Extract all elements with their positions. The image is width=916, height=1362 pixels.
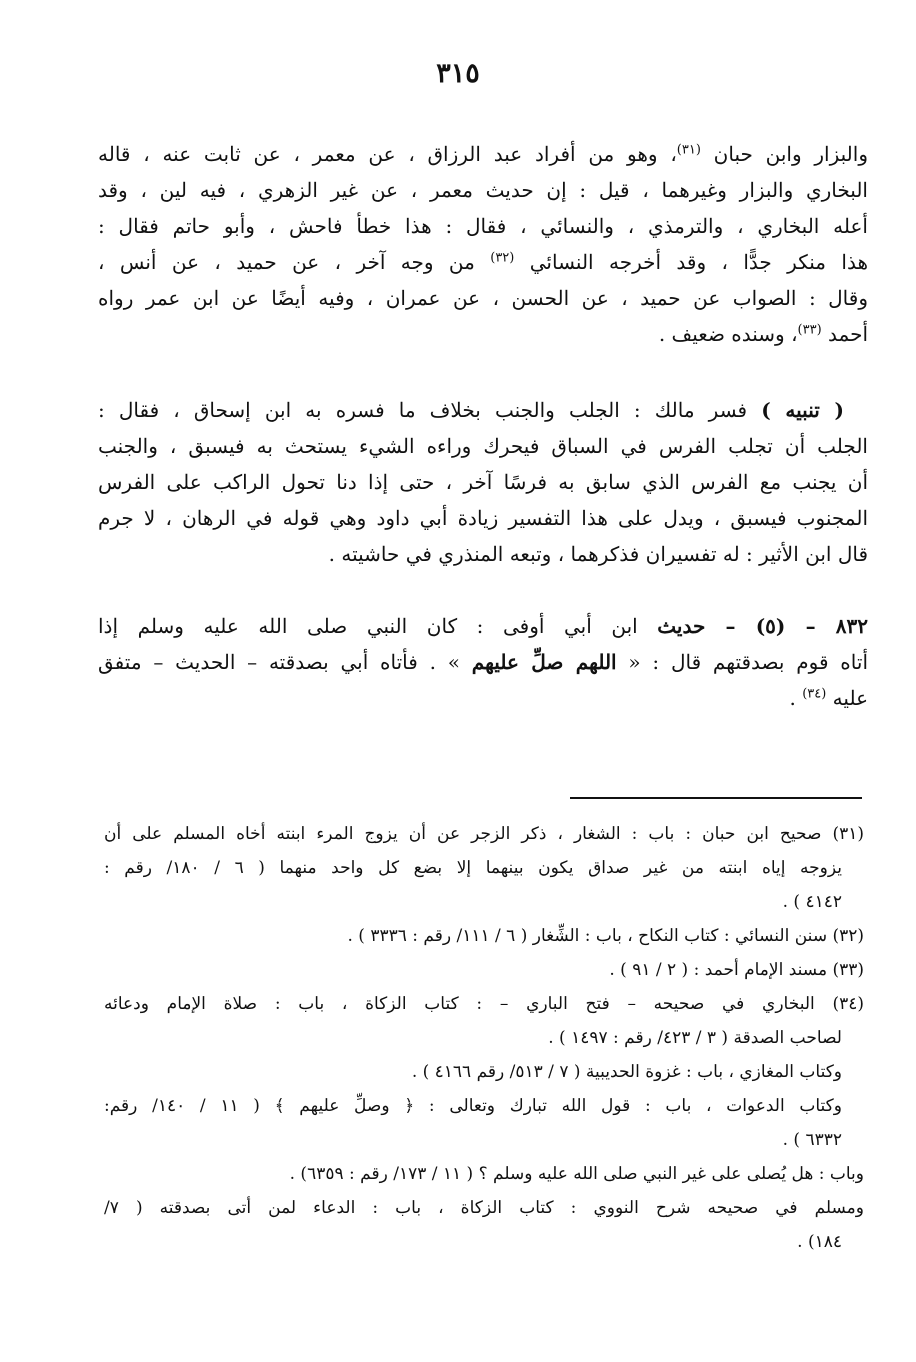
note-paragraph [98,392,868,572]
footnote-line: وباب : هل يُصلى على غير النبي صلى الله عليه وسلم ؟ ( ١١ / ١٧٣/ رقم : ٦٣٥٩) . [289,1164,864,1184]
text-line: أحمد $^{(٣٣)}$، وسنده ضعيف . [658,322,868,346]
page-number: ٣١٥ [436,58,480,89]
supplication-text: اللهم صلِّ عليهم [471,650,617,674]
footnote-ref[interactable]: (٣٢) [490,250,515,266]
footnote-line: وكتاب الدعوات ، باب : قول الله تبارك وتعالى : ﴿ وصلِّ عليهم ﴾ ( ١١ / ١٤٠/ رقم: [104,1096,842,1116]
text-line: ( تنبيه ) فسر مالك : الجلب والجنب بخلاف ما فسره به ابن إسحاق ، فقال : [98,398,844,422]
text-line: هذا منكر جدًّا ، وقد أخرجه النسائي $^{(٣٢)}$ من وجه آخر ، عن حميد ، عن أنس ، [98,250,868,274]
footnote-line: (٣٢) سنن النسائي : كتاب النكاح ، باب : الشِّغار ( ٦ / ١١١/ رقم : ٣٣٣٦ ) . [347,926,864,946]
text-line: ٨٣٢ – (٥) – حديث ابن أبي أوفى : كان النبي صلى الله عليه وسلم إذا [98,614,868,638]
footnote-ref[interactable]: (٣٣) [797,322,822,338]
footnote-line: (٣١) صحيح ابن حبان : باب : الشغار ، ذكر الزجر عن أن يزوج المرء ابنته أخاه المسلم على أن [104,824,864,844]
note-label: ( تنبيه ) [761,398,844,422]
hadith-entry [98,608,868,716]
text-line: الجلب أن تجلب الفرس في السباق فيحرك وراءه الشيء يستحث به فيسبق ، والجنب [98,434,868,458]
text-line: أن يجنب مع الفرس الذي سابق به فرسًا آخر ، حتى إذا دنا تحول الراكب على الفرس [98,470,868,494]
text-line: البخاري والبزار وغيرهما ، قيل : إن حديث معمر ، عن غير الزهري ، فيه لين ، وقد [98,178,868,202]
text-line: أعله البخاري ، والترمذي ، والنسائي ، فقال : هذا خطأ فاحش ، وأبو حاتم فقال : [98,214,868,238]
footnote-ref[interactable]: (٣٤) [802,686,827,702]
footnote-line: ومسلم في صحيحه شرح النووي : كتاب الزكاة ، باب : الدعاء لمن أتى بصدقته ( ٧/ [104,1198,864,1218]
footnote-ref[interactable]: (٣١) [676,142,701,158]
footnote-line: يزوجه إياه ابنته من غير صداق يكون بينهما إلا بضع كل واحد منهما ( ٦ / ١٨٠/ رقم : [104,858,842,878]
footnote-line: لصاحب الصدقة ( ٣ / ٤٢٣/ رقم : ١٤٩٧ ) . [548,1028,842,1048]
footnote-line: ٦٣٣٢ ) . [782,1130,842,1150]
footnote-line: ٤١٤٢ ) . [782,892,842,912]
footnote-line: ١٨٤) . [797,1232,842,1252]
paragraph-1 [98,136,868,352]
hadith-heading: ٨٣٢ – (٥) – حديث [657,614,868,638]
footnote-line: (٣٣) مسند الإمام أحمد : ( ٢ / ٩١ ) . [609,960,864,980]
footnotes [104,817,864,1259]
text-line: أتاه قوم بصدقتهم قال : « اللهم صلِّ عليهم » . فأتاه أبي بصدقته – الحديث – متفق [98,650,868,674]
text-line: المجنوب فيسبق ، ويدل على هذا التفسير زيادة أبي داود وهي قوله في الرهان ، لا جرم [98,506,868,530]
text-line: قال ابن الأثير : له تفسيران فذكرهما ، وتبعه المنذري في حاشيته . [328,542,868,566]
footnote-line: وكتاب المغازي ، باب : غزوة الحديبية ( ٧ / ٥١٣/ رقم ٤١٦٦ ) . [411,1062,842,1082]
text-line: وقال : الصواب عن حميد ، عن الحسن ، عن عمران ، وفيه أيضًا عن ابن عمر رواه [98,286,868,310]
footnote-divider [570,797,862,799]
footnote-line: (٣٤) البخاري في صحيحه – فتح الباري – : كتاب الزكاة ، باب : صلاة الإمام ودعائه [104,994,864,1014]
text-line: والبزار وابن حبان $^{(٣١)}$، وهو من أفراد عبد الرزاق ، عن معمر ، عن ثابت عنه ، قاله [98,142,868,166]
text-line: عليه $^{(٣٤)}$ . [789,686,868,710]
